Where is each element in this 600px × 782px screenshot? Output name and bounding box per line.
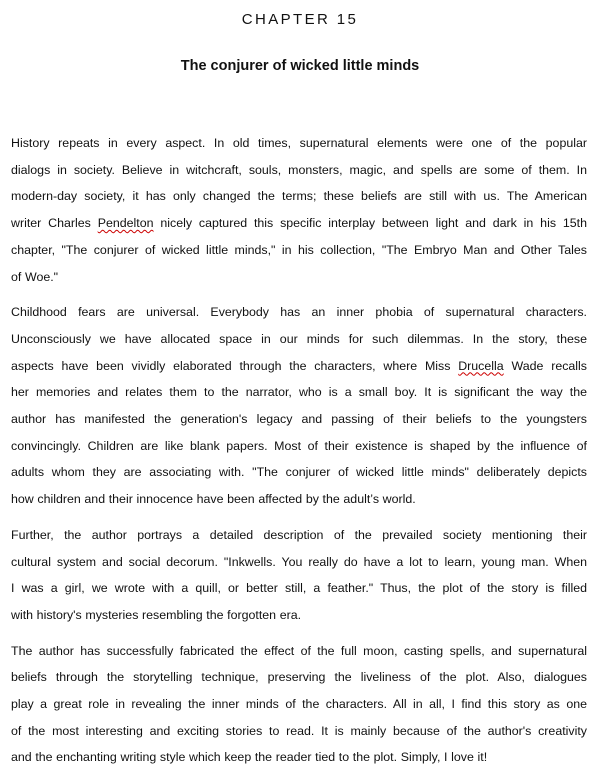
- text-segment: and the enchanting writing style which keep the reader tied to the plot. Simply, I love it!: [11, 750, 488, 765]
- text-line: [11, 638, 587, 665]
- text-segment: of the most interesting and exciting stories to read. It is mainly because of the author's creativity: [11, 723, 587, 738]
- spellcheck-flagged-word: Pendelton: [97, 216, 154, 231]
- text-line: [11, 575, 587, 602]
- text-line: [11, 406, 587, 433]
- text-line: [11, 549, 587, 576]
- text-line: [11, 691, 587, 718]
- body-text: [11, 130, 587, 780]
- text-segment: dialogs in society. Believe in witchcraft, souls, monsters, magic, and spells are some of them. In: [11, 162, 587, 177]
- text-line: [11, 522, 587, 549]
- text-segment: aspects have been vividly elaborated through the characters, where Miss: [11, 358, 459, 373]
- text-line: [11, 459, 587, 486]
- text-line: [11, 718, 587, 745]
- text-line: [11, 486, 587, 513]
- text-segment: play a great role in revealing the inner minds of the characters. All in all, I find this story as one: [11, 697, 587, 712]
- text-segment: with history's mysteries resembling the forgotten era.: [11, 607, 302, 622]
- text-line: [11, 130, 587, 157]
- text-segment: Wade recalls: [503, 358, 587, 373]
- text-segment: I was a girl, we wrote with a quill, or better still, a feather." Thus, the plot of the story is filled: [11, 581, 587, 596]
- text-segment: of Woe.": [11, 269, 59, 284]
- paragraph: [11, 130, 587, 290]
- text-segment: cultural system and social decorum. "Inkwells. You really do have a lot to learn, young man. When: [11, 554, 587, 569]
- text-segment: author has manifested the generation's legacy and passing of their beliefs to the youngsters: [11, 412, 587, 427]
- text-line: [11, 744, 587, 771]
- text-segment: how children and their innocence have been affected by the adult’s world.: [11, 492, 416, 507]
- text-line: [11, 264, 587, 291]
- paragraph: [11, 299, 587, 513]
- text-line: [11, 353, 587, 380]
- text-segment: The author has successfully fabricated the effect of the full moon, casting spells, and supernatural: [11, 643, 587, 658]
- text-segment: modern-day society, it has only changed the terms; these beliefs are still with us. The American: [11, 189, 587, 204]
- text-line: [11, 183, 587, 210]
- chapter-heading: CHAPTER 15: [241, 11, 359, 28]
- text-line: [11, 602, 587, 629]
- text-segment: Childhood fears are universal. Everybody has an inner phobia of supernatural characters.: [11, 305, 587, 320]
- chapter-title: The conjurer of wicked little minds: [180, 58, 420, 74]
- text-line: [11, 379, 587, 406]
- text-line: [11, 299, 587, 326]
- text-line: [11, 237, 587, 264]
- paragraph: [11, 638, 587, 772]
- text-segment: Unconsciously we have allocated space in our minds for such dilemmas. In the story, these: [11, 331, 587, 346]
- text-line: [11, 664, 587, 691]
- text-segment: convincingly. Children are like blank papers. Most of their existence is shaped by the influence of: [11, 438, 587, 453]
- spellcheck-flagged-word: Drucella: [458, 358, 504, 373]
- text-segment: adults whom they are associating with. "The conjurer of wicked little minds" deliberately depicts: [11, 465, 587, 480]
- text-line: [11, 433, 587, 460]
- text-line: [11, 210, 587, 237]
- text-segment: nicely captured this specific interplay between light and dark in his 15th: [153, 216, 587, 231]
- text-line: [11, 326, 587, 353]
- text-segment: Further, the author portrays a detailed description of the prevailed society mentioning their: [11, 527, 587, 542]
- text-line: [11, 157, 587, 184]
- text-segment: writer Charles: [11, 216, 98, 231]
- text-segment: her memories and relates them to the narrator, who is a small boy. It is significant the way the: [11, 385, 587, 400]
- paragraph: [11, 522, 587, 629]
- text-segment: beliefs through the storytelling technique, preserving the liveliness of the plot. Also, dialogues: [11, 670, 587, 685]
- text-segment: History repeats in every aspect. In old times, supernatural elements were one of the popular: [11, 136, 587, 150]
- text-segment: chapter, "The conjurer of wicked little minds," in his collection, "The Embryo Man and Other Tales: [11, 242, 587, 257]
